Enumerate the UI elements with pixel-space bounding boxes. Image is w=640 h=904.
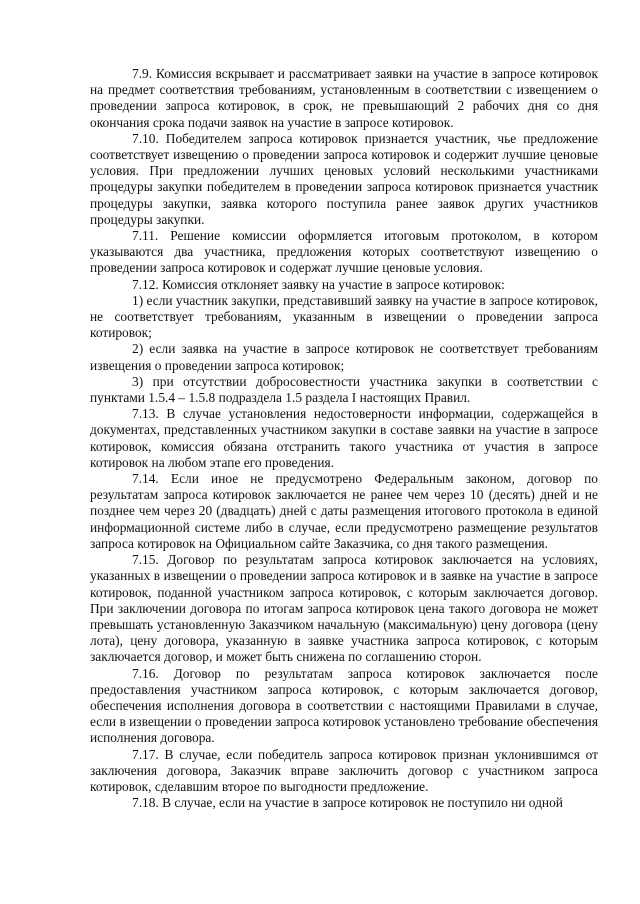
paragraph-7-11: 7.11. Решение комиссии оформляется итоговым протоколом, в котором указываются два участника, предложения которых соответствуют извещению о проведении запроса котировок и содержат лучшие ценовые условия. [90,228,598,276]
paragraph-7-14: 7.14. Если иное не предусмотрено Федеральным законом, договор по результатам запроса котировок заключается не ранее чем через 10 (десять) дней и не позднее чем через 20 (двадцать) дней с даты размещения итогового протокола в единой информационной системе либо в случае, если предусмотрено размещение результатов запроса котировок на Официальном сайте Заказчика, со дня такого размещения. [90,471,598,551]
document-body [90,66,598,811]
paragraph-7-18: 7.18. В случае, если на участие в запросе котировок не поступило ни одной [132,795,563,811]
paragraph-7-9: 7.9. Комиссия вскрывает и рассматривает заявки на участие в запросе котировок на предмет соответствия требованиям, установленным в соответствии с извещением о проведении запроса котировок, в срок, не превышающий 2 рабочих дня со дня окончания срока подачи заявок на участие в запросе котировок. [90,66,598,130]
paragraph-7-10: 7.10. Победителем запроса котировок признается участник, чье предложение соответствует извещению о проведении запроса котировок и содержит лучшие ценовые условия. При предложении лучших ценовых условий несколькими участниками процедуры закупки победителем в проведении запроса котировок признается участник процедуры закупки, заявка которого поступила ранее заявок других участников процедуры закупки. [90,130,598,227]
paragraph-7-15: 7.15. Договор по результатам запроса котировок заключается на условиях, указанных в извещении о проведении запроса котировок и в заявке на участие в запросе котировок, поданной участником запроса котировок, с которым заключается договор. При заключении договора по итогам запроса котировок цена такого договора не может превышать установленную Заказчиком начальную (максимальную) цену договора (цену лота), цену договора, указанную в заявке участника запроса котировок, с которым заключается договор, и может быть снижена по соглашению сторон. [90,552,598,665]
paragraph-7-12-item-3: 3) при отсутствии добросовестности участника закупки в соответствии с пунктами 1.5.4 – 1.5.8 подраздела 1.5 раздела I настоящих Правил. [90,373,598,406]
paragraph-7-12-item-2: 2) если заявка на участие в запросе котировок не соответствует требованиям извещения о проведении запроса котировок; [90,341,598,373]
paragraph-7-12-item-1: 1) если участник закупки, представивший заявку на участие в запросе котировок, не соответствует требованиям, указанным в извещении о проведении запроса котировок; [90,292,598,341]
paragraph-7-13: 7.13. В случае установления недостоверности информации, содержащейся в документах, представленных участником закупки в составе заявки на участие в запросе котировок, комиссия обязана отстранить такого участника от участия в запросе котировок на любом этапе его проведения. [90,406,598,470]
paragraph-7-12: 7.12. Комиссия отклоняет заявку на участие в запросе котировок: [132,276,505,292]
paragraph-7-17: 7.17. В случае, если победитель запроса котировок признан уклонившимся от заключения договора, Заказчик вправе заключить договор с участником запроса котировок, сделавшим второе по выгодности предложение. [90,746,598,794]
paragraph-7-16: 7.16. Договор по результатам запроса котировок заключается после предоставления участником запроса котировок, с которым заключается договор, обеспечения исполнения договора в соответствии с настоящими Правилами в случае, если в извещении о проведении запроса котировок установлено требование обеспечения исполнения договора. [90,665,598,746]
